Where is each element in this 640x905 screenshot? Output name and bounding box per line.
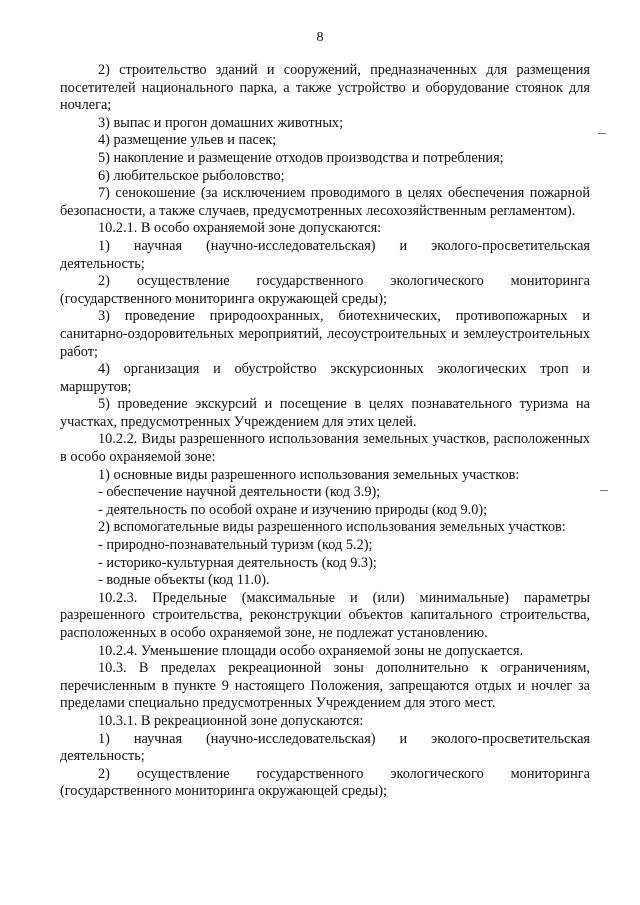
list-item: - водные объекты (код 11.0). (98, 572, 270, 589)
paragraph: 2) осуществление государственного экологического мониторинга (государственного мониторинга окружающей среды); (60, 273, 590, 307)
paragraph: 1) научная (научно-исследовательская) и эколого-просветительская деятельность; (60, 237, 590, 272)
paragraph: 3) выпас и прогон домашних животных; (98, 114, 344, 131)
document-body (60, 62, 590, 801)
list-item: - природно-познавательный туризм (код 5.2); (98, 537, 373, 554)
paragraph: 5) проведение экскурсий и посещение в целях познавательного туризма на участках, предусмотренных Учреждением для этих целей. (60, 396, 590, 430)
list-item: - историко-культурная деятельность (код 9.3); (98, 554, 377, 571)
section-heading: 10.2.1. В особо охраняемой зоне допускаются: (98, 220, 382, 237)
section-heading: 10.2.2. Виды разрешенного использования земельных участков, расположенных в особо охраняемой зоне: (60, 431, 590, 466)
scan-artifact (598, 133, 606, 134)
paragraph: 3) проведение природоохранных, биотехнических, противопожарных и санитарно-оздоровительных мероприятий, лесоустроительных и землеустроительных работ; (60, 308, 590, 360)
paragraph: 10.2.4. Уменьшение площади особо охраняемой зоны не допускается. (98, 642, 524, 659)
page-number: 8 (316, 30, 324, 45)
list-item: - деятельность по особой охране и изучению природы (код 9.0); (98, 501, 488, 518)
paragraph: 5) накопление и размещение отходов производства и потребления; (98, 149, 504, 166)
paragraph: 4) размещение ульев и пасек; (98, 132, 277, 149)
paragraph: 10.3. В пределах рекреационной зоны дополнительно к ограничениям, перечисленным в пункте 9 настоящего Положения, запрещаются отдых и ночлег за пределами специально предусмотренных Учреждением для этого мест. (60, 660, 590, 712)
list-item: - обеспечение научной деятельности (код 3.9); (98, 484, 381, 501)
section-heading: 10.3.1. В рекреационной зоне допускаются: (98, 712, 364, 729)
paragraph: 6) любительское рыболовство; (98, 167, 285, 184)
paragraph: 2) вспомогательные виды разрешенного использования земельных участков: (98, 519, 566, 536)
paragraph: 1) основные виды разрешенного использования земельных участков: (98, 466, 520, 483)
paragraph: 2) строительство зданий и сооружений, предназначенных для размещения посетителей национального парка, а также устройство и оборудование стоянок для ночлега; (60, 62, 590, 114)
paragraph: 7) сенокошение (за исключением проводимого в целях обеспечения пожарной безопасности, а также случаев, предусмотренных лесохозяйственным регламентом). (60, 185, 590, 219)
scan-artifact (600, 490, 608, 491)
paragraph: 2) осуществление государственного экологического мониторинга (государственного мониторинга окружающей среды); (60, 765, 590, 800)
paragraph: 1) научная (научно-исследовательская) и эколого-просветительская деятельность; (60, 730, 590, 765)
paragraph: 4) организация и обустройство экскурсионных экологических троп и маршрутов; (60, 361, 590, 395)
paragraph: 10.2.3. Предельные (максимальные и (или) минимальные) параметры разрешенного строительства, реконструкции объектов капитального строительства, расположенных в особо охраняемой зоне, не подлежат установлению. (60, 589, 590, 641)
